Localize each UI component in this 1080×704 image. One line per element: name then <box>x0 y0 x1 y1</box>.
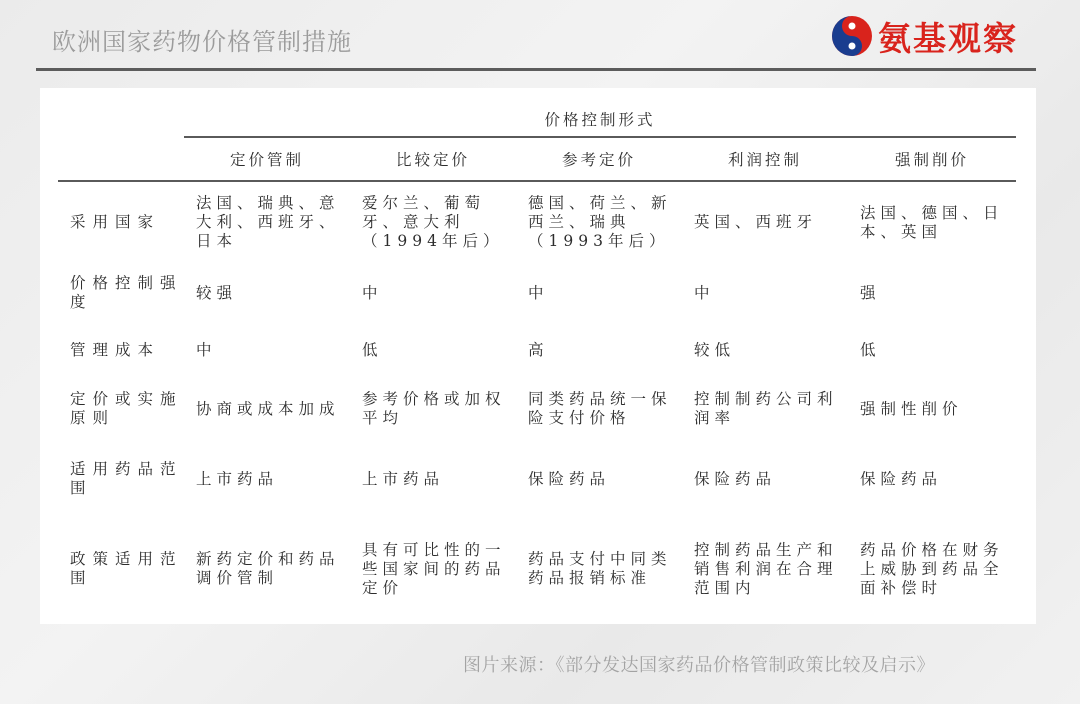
logo-text: 氨基观察 <box>878 18 1018 58</box>
table-cell: 保险药品 <box>528 469 611 488</box>
column-header-row <box>58 137 1016 181</box>
image-source-caption: 图片来源：《部分发达国家药品价格管制政策比较及启示》 <box>463 655 935 676</box>
column-header: 定价管制 <box>184 137 350 181</box>
table-cell: 上市药品 <box>196 469 279 488</box>
table-cell: 中 <box>528 283 549 302</box>
table-row <box>58 263 1016 323</box>
table-cell: 中 <box>362 283 383 302</box>
table-cell: 保险药品 <box>694 469 777 488</box>
column-header: 比较定价 <box>350 137 516 181</box>
table-cell: 中 <box>196 340 217 359</box>
title-divider <box>36 68 1036 71</box>
row-label: 采用国家 <box>70 213 161 231</box>
table-cell: 低 <box>860 340 881 359</box>
table-cell: 较低 <box>694 340 736 359</box>
table-cell: 协商或成本加成 <box>196 399 340 418</box>
table-cell: 同类药品统一保险支付价格 <box>528 390 672 427</box>
table-cell: 法国、德国、日本、英国 <box>860 203 1004 241</box>
column-header: 强制削价 <box>848 137 1016 181</box>
table-cell: 高 <box>528 340 549 359</box>
table-cell: 控制制药公司利润率 <box>694 390 838 427</box>
logo-mark-icon <box>830 14 874 58</box>
price-control-table <box>58 102 1016 621</box>
row-label: 管理成本 <box>70 340 161 359</box>
column-header: 利润控制 <box>682 137 848 181</box>
table-cell: 低 <box>362 340 383 359</box>
table-panel <box>40 88 1036 624</box>
row-label: 政策适用范围 <box>70 550 183 587</box>
table-cell: 强 <box>860 283 881 302</box>
table-row <box>58 323 1016 377</box>
table-row <box>58 377 1016 441</box>
table-row <box>58 181 1016 263</box>
table-cell: 参考价格或加权平均 <box>362 390 506 427</box>
row-label: 适用药品范围 <box>70 460 183 497</box>
row-label: 价格控制强度 <box>70 274 183 311</box>
column-header: 参考定价 <box>516 137 682 181</box>
group-header-row <box>58 102 1016 137</box>
table-cell: 控制药品生产和销售利润在合理范围内 <box>694 540 838 597</box>
table-cell: 药品支付中同类药品报销标准 <box>528 550 672 587</box>
table-cell: 较强 <box>196 283 238 302</box>
table-cell: 法国、瑞典、意大利、西班牙、日本 <box>196 194 340 250</box>
table-row <box>58 441 1016 517</box>
table-cell: 德国、荷兰、新西兰、瑞典（1993年后） <box>528 194 672 250</box>
brand-logo <box>830 12 1018 60</box>
table-cell: 具有可比性的一些国家间的药品定价 <box>362 540 506 597</box>
table-cell: 强制性削价 <box>860 399 963 418</box>
table-row <box>58 517 1016 621</box>
table-cell: 保险药品 <box>860 469 943 488</box>
table-cell: 爱尔兰、葡萄牙、意大利（1994年后） <box>362 194 504 250</box>
table-cell: 中 <box>694 283 715 302</box>
slide-title: 欧洲国家药物价格管制措施 <box>52 28 352 56</box>
table-cell: 上市药品 <box>362 469 445 488</box>
group-header: 价格控制形式 <box>184 102 1016 137</box>
table-cell: 英国、西班牙 <box>694 213 818 231</box>
table-cell: 新药定价和药品调价管制 <box>196 550 340 587</box>
table-cell: 药品价格在财务上威胁到药品全面补偿时 <box>860 540 1004 597</box>
row-label: 定价或实施原则 <box>70 390 183 427</box>
